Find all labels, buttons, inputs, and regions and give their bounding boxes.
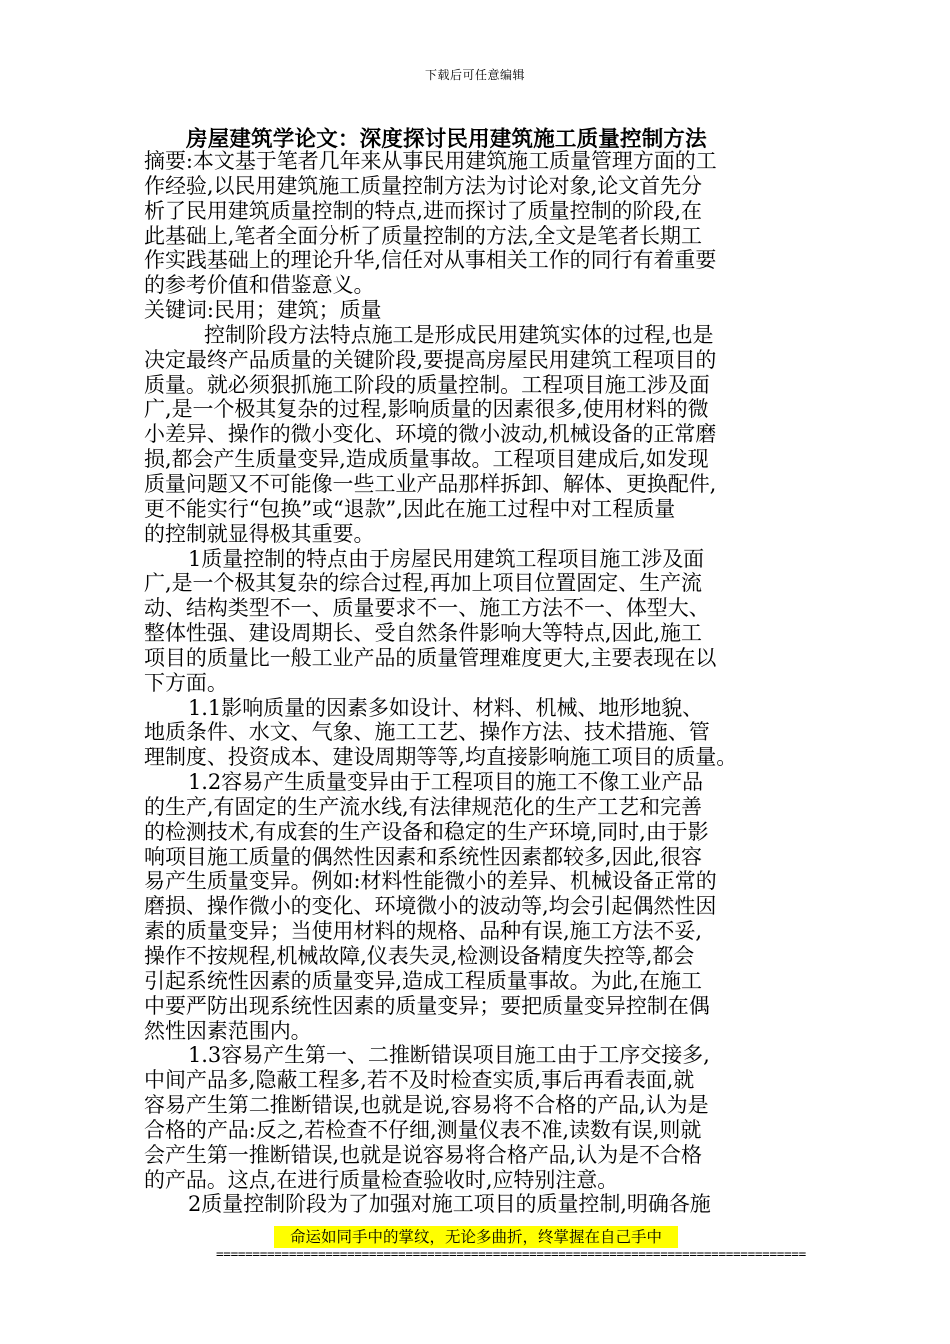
- body-line: 会产生第一推断错误,也就是说容易将合格产品,认为是不合格: [144, 1142, 702, 1167]
- body-line: 广,是一个极其复杂的过程,影响质量的因素很多,使用材料的微: [144, 397, 709, 422]
- body-line: 1.3容易产生第一、二推断错误项目施工由于工序交接多,: [188, 1043, 710, 1068]
- body-line: 下方面。: [144, 670, 228, 695]
- footer-divider: =================================================================================: [216, 1246, 806, 1261]
- body-line: 中要严防出现系统性因素的质量变异；要把质量变异控制在偶: [144, 993, 710, 1018]
- body-line: 此基础上,笔者全面分析了质量控制的方法,全文是笔者长期工: [144, 223, 702, 248]
- document-title: 房屋建筑学论文：深度探讨民用建筑施工质量控制方法: [186, 127, 707, 152]
- body-line: 磨损、操作微小的变化、环境微小的波动等,均会引起偶然性因: [144, 894, 717, 919]
- body-line: 容易产生第二推断错误,也就是说,容易将不合格的产品,认为是: [144, 1093, 709, 1118]
- body-line: 决定最终产品质量的关键阶段,要提高房屋民用建筑工程项目的: [144, 347, 717, 372]
- header-note: 下载后可任意编辑: [424, 68, 525, 82]
- body-line: 1.2容易产生质量变异由于工程项目的施工不像工业产品: [188, 770, 704, 795]
- body-line: 中间产品多,隐蔽工程多,若不及时检查实质,事后再看表面,就: [144, 1068, 695, 1093]
- body-line: 的控制就显得极其重要。: [144, 521, 375, 546]
- body-line: 作经验,以民用建筑施工质量控制方法为讨论对象,论文首先分: [144, 173, 702, 198]
- body-line: 2质量控制阶段为了加强对施工项目的质量控制,明确各施: [188, 1192, 711, 1217]
- body-line: 作实践基础上的理论升华,信任对从事相关工作的同行有着重要: [144, 248, 717, 273]
- body-line: 理制度、投资成本、建设周期等等,均直接影响施工项目的质量。: [144, 745, 738, 770]
- body-line: 项目的质量比一般工业产品的质量管理难度更大,主要表现在以: [144, 645, 717, 670]
- body-line: 引起系统性因素的质量变异,造成工程质量事故。为此,在施工: [144, 968, 702, 993]
- body-line: 摘要:本文基于笔者几年来从事民用建筑施工质量管理方面的工: [144, 149, 717, 173]
- body-line: 质量。就必须狠抓施工阶段的质量控制。工程项目施工涉及面: [144, 372, 710, 397]
- body-line: 关键词:民用；建筑；质量: [144, 298, 382, 323]
- body-line: 响项目施工质量的偶然性因素和系统性因素都较多,因此,很容: [144, 844, 702, 869]
- body-line: 析了民用建筑质量控制的特点,进而探讨了质量控制的阶段,在: [144, 198, 702, 223]
- footer-motto: 命运如同手中的掌纹，无论多曲折，终掌握在自己手中: [274, 1226, 678, 1248]
- body-line: 易产生质量变异。例如:材料性能微小的差异、机械设备正常的: [144, 869, 717, 894]
- body-line: 的产品。这点,在进行质量检查验收时,应特别注意。: [144, 1167, 619, 1192]
- body-line: 合格的产品:反之,若检查不仔细,测量仪表不准,读数有误,则就: [144, 1117, 702, 1142]
- body-line: 的检测技术,有成套的生产设备和稳定的生产环境,同时,由于影: [144, 819, 709, 844]
- body-line: 广,是一个极其复杂的综合过程,再加上项目位置固定、生产流: [144, 571, 702, 596]
- body-line: 操作不按规程,机械故障,仪表失灵,检测设备精度失控等,都会: [144, 944, 695, 968]
- body-line: 地质条件、水文、气象、施工工艺、操作方法、技术措施、管: [144, 720, 710, 745]
- body-line: 1.1影响质量的因素多如设计、材料、机械、地形地貌、: [188, 695, 704, 720]
- body-line: 整体性强、建设周期长、受自然条件影响大等特点,因此,施工: [144, 621, 702, 646]
- body-line: 素的质量变异；当使用材料的规格、品种有误,施工方法不妥,: [144, 919, 702, 944]
- body-line: 的生产,有固定的生产流水线,有法律规范化的生产工艺和完善: [144, 794, 702, 819]
- body-line: 质量问题又不可能像一些工业产品那样拆卸、解体、更换配件,: [144, 471, 717, 496]
- body-line: 损,都会产生质量变异,造成质量事故。工程项目建成后,如发现: [144, 447, 709, 472]
- body-line: 小差异、操作的微小变化、环境的微小波动,机械设备的正常磨: [144, 422, 717, 447]
- body-line: 更不能实行“包换”或“退款”,因此在施工过程中对工程质量: [144, 496, 676, 521]
- document-body: [144, 149, 824, 1217]
- body-line: 1质量控制的特点由于房屋民用建筑工程项目施工涉及面: [188, 546, 705, 571]
- body-line: 动、结构类型不一、质量要求不一、施工方法不一、体型大、: [144, 596, 710, 621]
- body-line: 然性因素范围内。: [144, 1018, 312, 1043]
- body-line: 的参考价值和借鉴意义。: [144, 273, 375, 298]
- body-line: 控制阶段方法特点施工是形成民用建筑实体的过程,也是: [204, 322, 714, 347]
